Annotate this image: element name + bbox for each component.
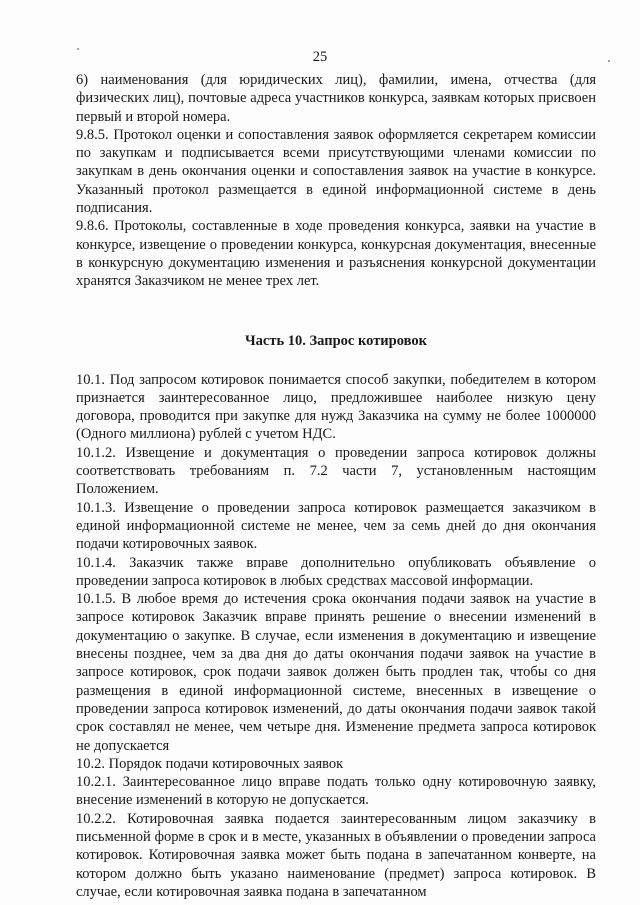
paragraph-10-2-2: 10.2.2. Котировочная заявка подается заинтересованным лицом заказчику в письменной форме в срок и в месте, указанных в объявлении о проведении запроса котировок. Котировочная заявка может быть подана в запечатанном конверте, на котором должно быть указано наименование (предмет) запроса котировок. В случае, если котировочная заявка подана в запечатанном bbox=[76, 810, 596, 900]
paragraph-10-1-3: 10.1.3. Извещение о проведении запроса котировок размещается заказчиком в единой информационной системе не менее, чем за семь дней до дня окончания подачи котировочных заявок. bbox=[76, 499, 596, 553]
paragraph-9-8-6: 9.8.6. Протоколы, составленные в ходе проведения конкурса, заявки на участие в конкурсе, извещение о проведении конкурса, конкурсная документация, внесенные в конкурсную документацию изменения и разъяснения конкурсной документации хранятся Заказчиком не менее трех лет. bbox=[76, 218, 596, 290]
paragraph-10-1-5: 10.1.5. В любое время до истечения срока окончания подачи заявок на участие в запросе котировок Заказчик вправе принять решение о внесении изменений в документацию о закупке. В случае, если изменения в документацию и извещение внесены позднее, чем за два дня до даты окончания подачи заявок на участие в запросе котировок, срок подачи заявок должен быть продлен так, чтобы со дня размещения в единой информационной системе, внесенных в извещение о проведении запроса котировок изменений, до даты окончания подачи заявок такой срок составлял не менее, чем четыре дня. Изменение предмета запроса котировок не допускается bbox=[76, 591, 596, 754]
paragraph-10-2-1: 10.2.1. Заинтересованное лицо вправе подать только одну котировочную заявку, внесение изменений в которую не допускается. bbox=[76, 774, 596, 809]
section-heading: Часть 10. Запрос котировок bbox=[245, 332, 427, 349]
paragraph-10-2: 10.2. Порядок подачи котировочных заявок bbox=[76, 755, 344, 772]
paragraph-9-8-5: 9.8.5. Протокол оценки и сопоставления заявок оформляется секретарем комиссии по закупкам и подписывается всеми присутствующими членами комиссии по закупкам в день окончания оценки и сопоставления заявок на участие в конкурсе. Указанный протокол размещается в единой информационной системе в день подписания. bbox=[76, 126, 596, 217]
page-number: 25 bbox=[312, 49, 328, 65]
paragraph-item-6: 6) наименования (для юридических лиц), фамилии, имена, отчества (для физических лиц), почтовые адреса участников конкурса, заявкам которых присвоен первый и второй номера. bbox=[76, 72, 596, 125]
paragraph-10-1-4: 10.1.4. Заказчик также вправе дополнительно опубликовать объявление о проведении запроса котировок в любых средствах массовой информации. bbox=[76, 554, 596, 589]
paragraph-10-1: 10.1. Под запросом котировок понимается способ закупки, победителем в котором признается заинтересованное лицо, предложившее наиболее низкую цену договора, проводится при закупке для нужд Заказчика на сумму не более 1000000 (Одного миллиона) рублей с учетом НДС. bbox=[76, 371, 596, 443]
paragraph-10-1-2: 10.1.2. Извещение и документация о проведении запроса котировок должны соответствовать требованиям п. 7.2 части 7, установленным настоящим Положением. bbox=[76, 444, 596, 498]
document-body bbox=[76, 71, 596, 901]
